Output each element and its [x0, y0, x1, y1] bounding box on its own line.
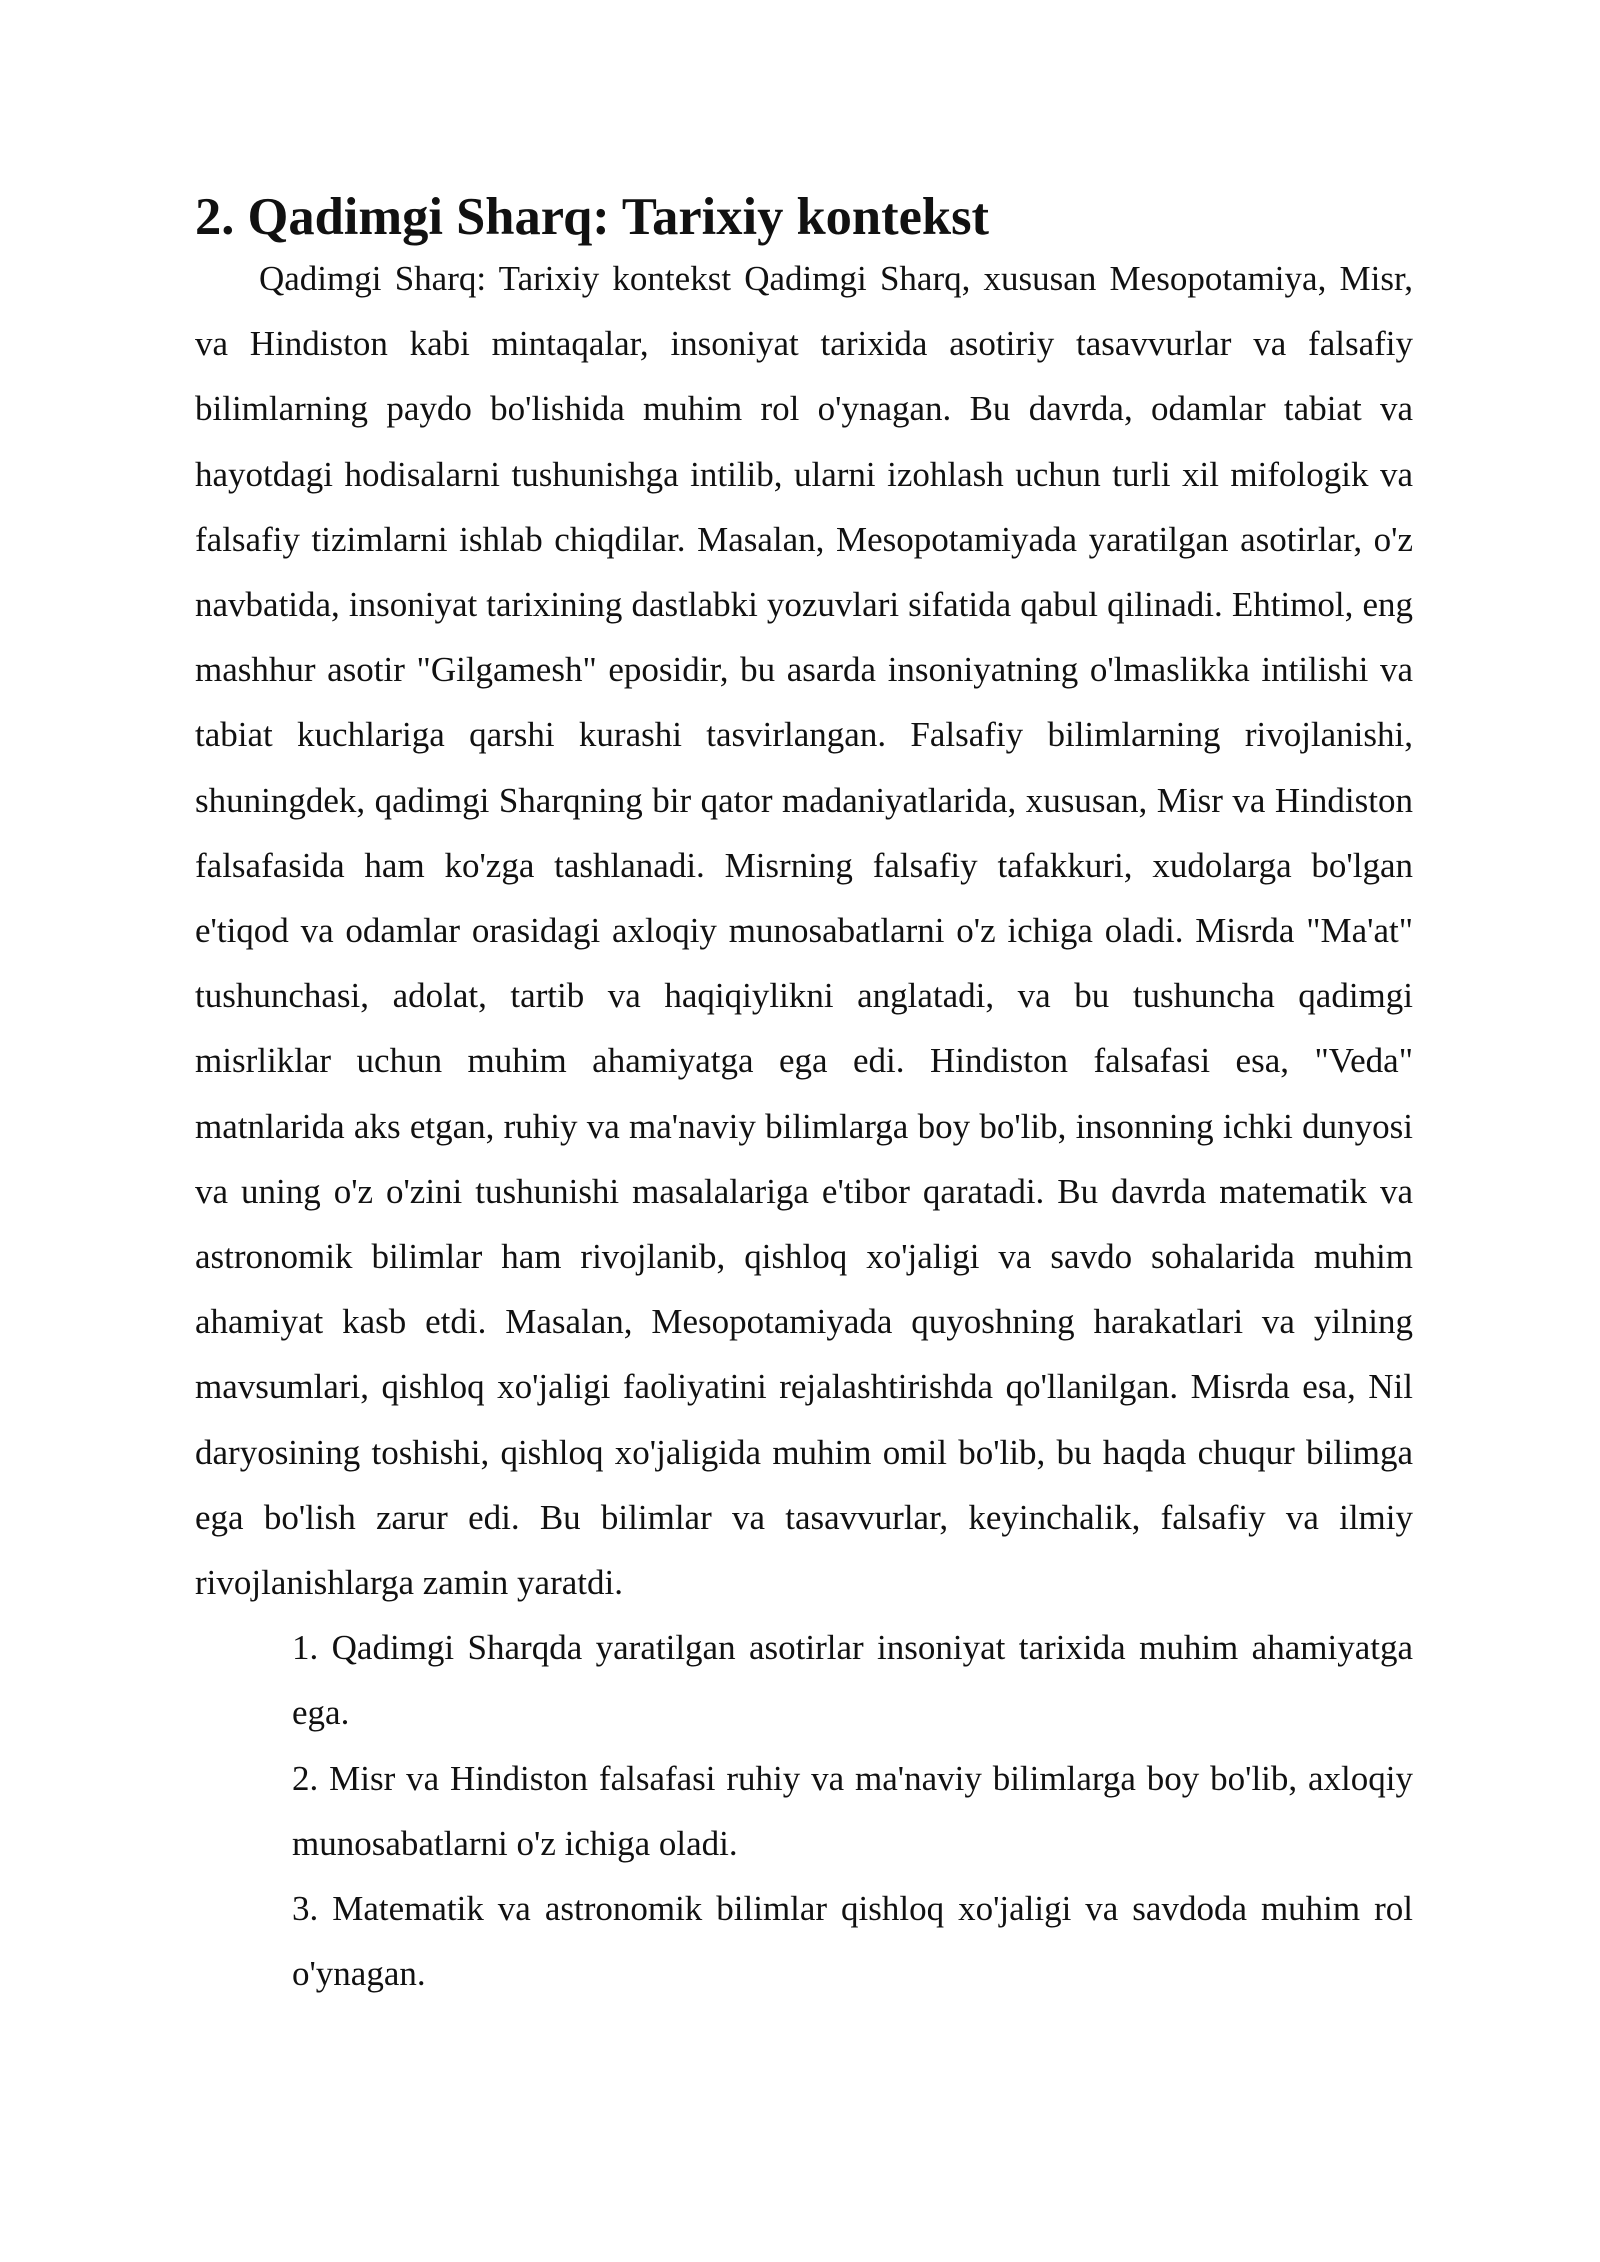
list-item: 1. Qadimgi Sharqda yaratilgan asotirlar insoniyat tarixida muhim ahamiyatga ega.: [292, 1628, 1413, 1733]
list-item: 3. Matematik va astronomik bilimlar qishloq xo'jaligi va savdoda muhim rol o'ynagan.: [292, 1889, 1413, 1994]
body-paragraph: Qadimgi Sharq: Tarixiy kontekst Qadimgi Sharq, xususan Mesopotamiya, Misr, va Hindiston kabi mintaqalar, insoniyat tarixida asotiriy tasavvurlar va falsafiy bilimlarning paydo bo'lishida muhim rol o'ynagan. Bu davrda, odamlar tabiat va hayotdagi hodisalarni tushunishga intilib, ularni izohlash uchun turli xil mifologik va falsafiy tizimlarni ishlab chiqdilar. Masalan, Mesopotamiyada yaratilgan asotirlar, o'z navbatida, insoniyat tarixining dastlabki yozuvlari sifatida qabul qilinadi. Ehtimol, eng mashhur asotir "Gilgamesh" eposidir, bu asarda insoniyatning o'lmaslikka intilishi va tabiat kuchlariga qarshi kurashi tasvirlangan. Falsafiy bilimlarning rivojlanishi, shuningdek, qadimgi Sharqning bir qator madaniyatlarida, xususan, Misr va Hindiston falsafasida ham ko'zga tashlanadi. Misrning falsafiy tafakkuri, xudolarga bo'lgan e'tiqod va odamlar orasidagi axloqiy munosabatlarni o'z ichiga oladi. Misrda "Ma'at" tushunchasi, adolat, tartib va haqiqiylikni anglatadi, va bu tushuncha qadimgi misrliklar uchun muhim ahamiyatga ega edi. Hindiston falsafasi esa, "Veda" matnlarida aks etgan, ruhiy va ma'naviy bilimlarga boy bo'lib, insonning ichki dunyosi va uning o'z o'zini tushunishi masalalariga e'tibor qaratadi. Bu davrda matematik va astronomik bilimlar ham rivojlanib, qishloq xo'jaligi va savdo sohalarida muhim ahamiyat kasb etdi. Masalan, Mesopotamiyada quyoshning harakatlari va yilning mavsumlari, qishloq xo'jaligi faoliyatini rejalashtirishda qo'llanilgan. Misrda esa, Nil daryosining toshishi, qishloq xo'jaligida muhim omil bo'lib, bu haqda chuqur bilimga ega bo'lish zarur edi. Bu bilimlar va tasavvurlar, keyinchalik, falsafiy va ilmiy rivojlanishlarga zamin yaratdi.: [195, 259, 1413, 1603]
document-page: [195, 188, 1413, 2006]
list-item: 2. Misr va Hindiston falsafasi ruhiy va ma'naviy bilimlarga boy bo'lib, axloqiy munosabatlarni o'z ichiga oladi.: [292, 1758, 1413, 1863]
summary-list: [195, 1615, 1413, 2006]
section-heading: 2. Qadimgi Sharq: Tarixiy kontekst: [195, 188, 990, 246]
